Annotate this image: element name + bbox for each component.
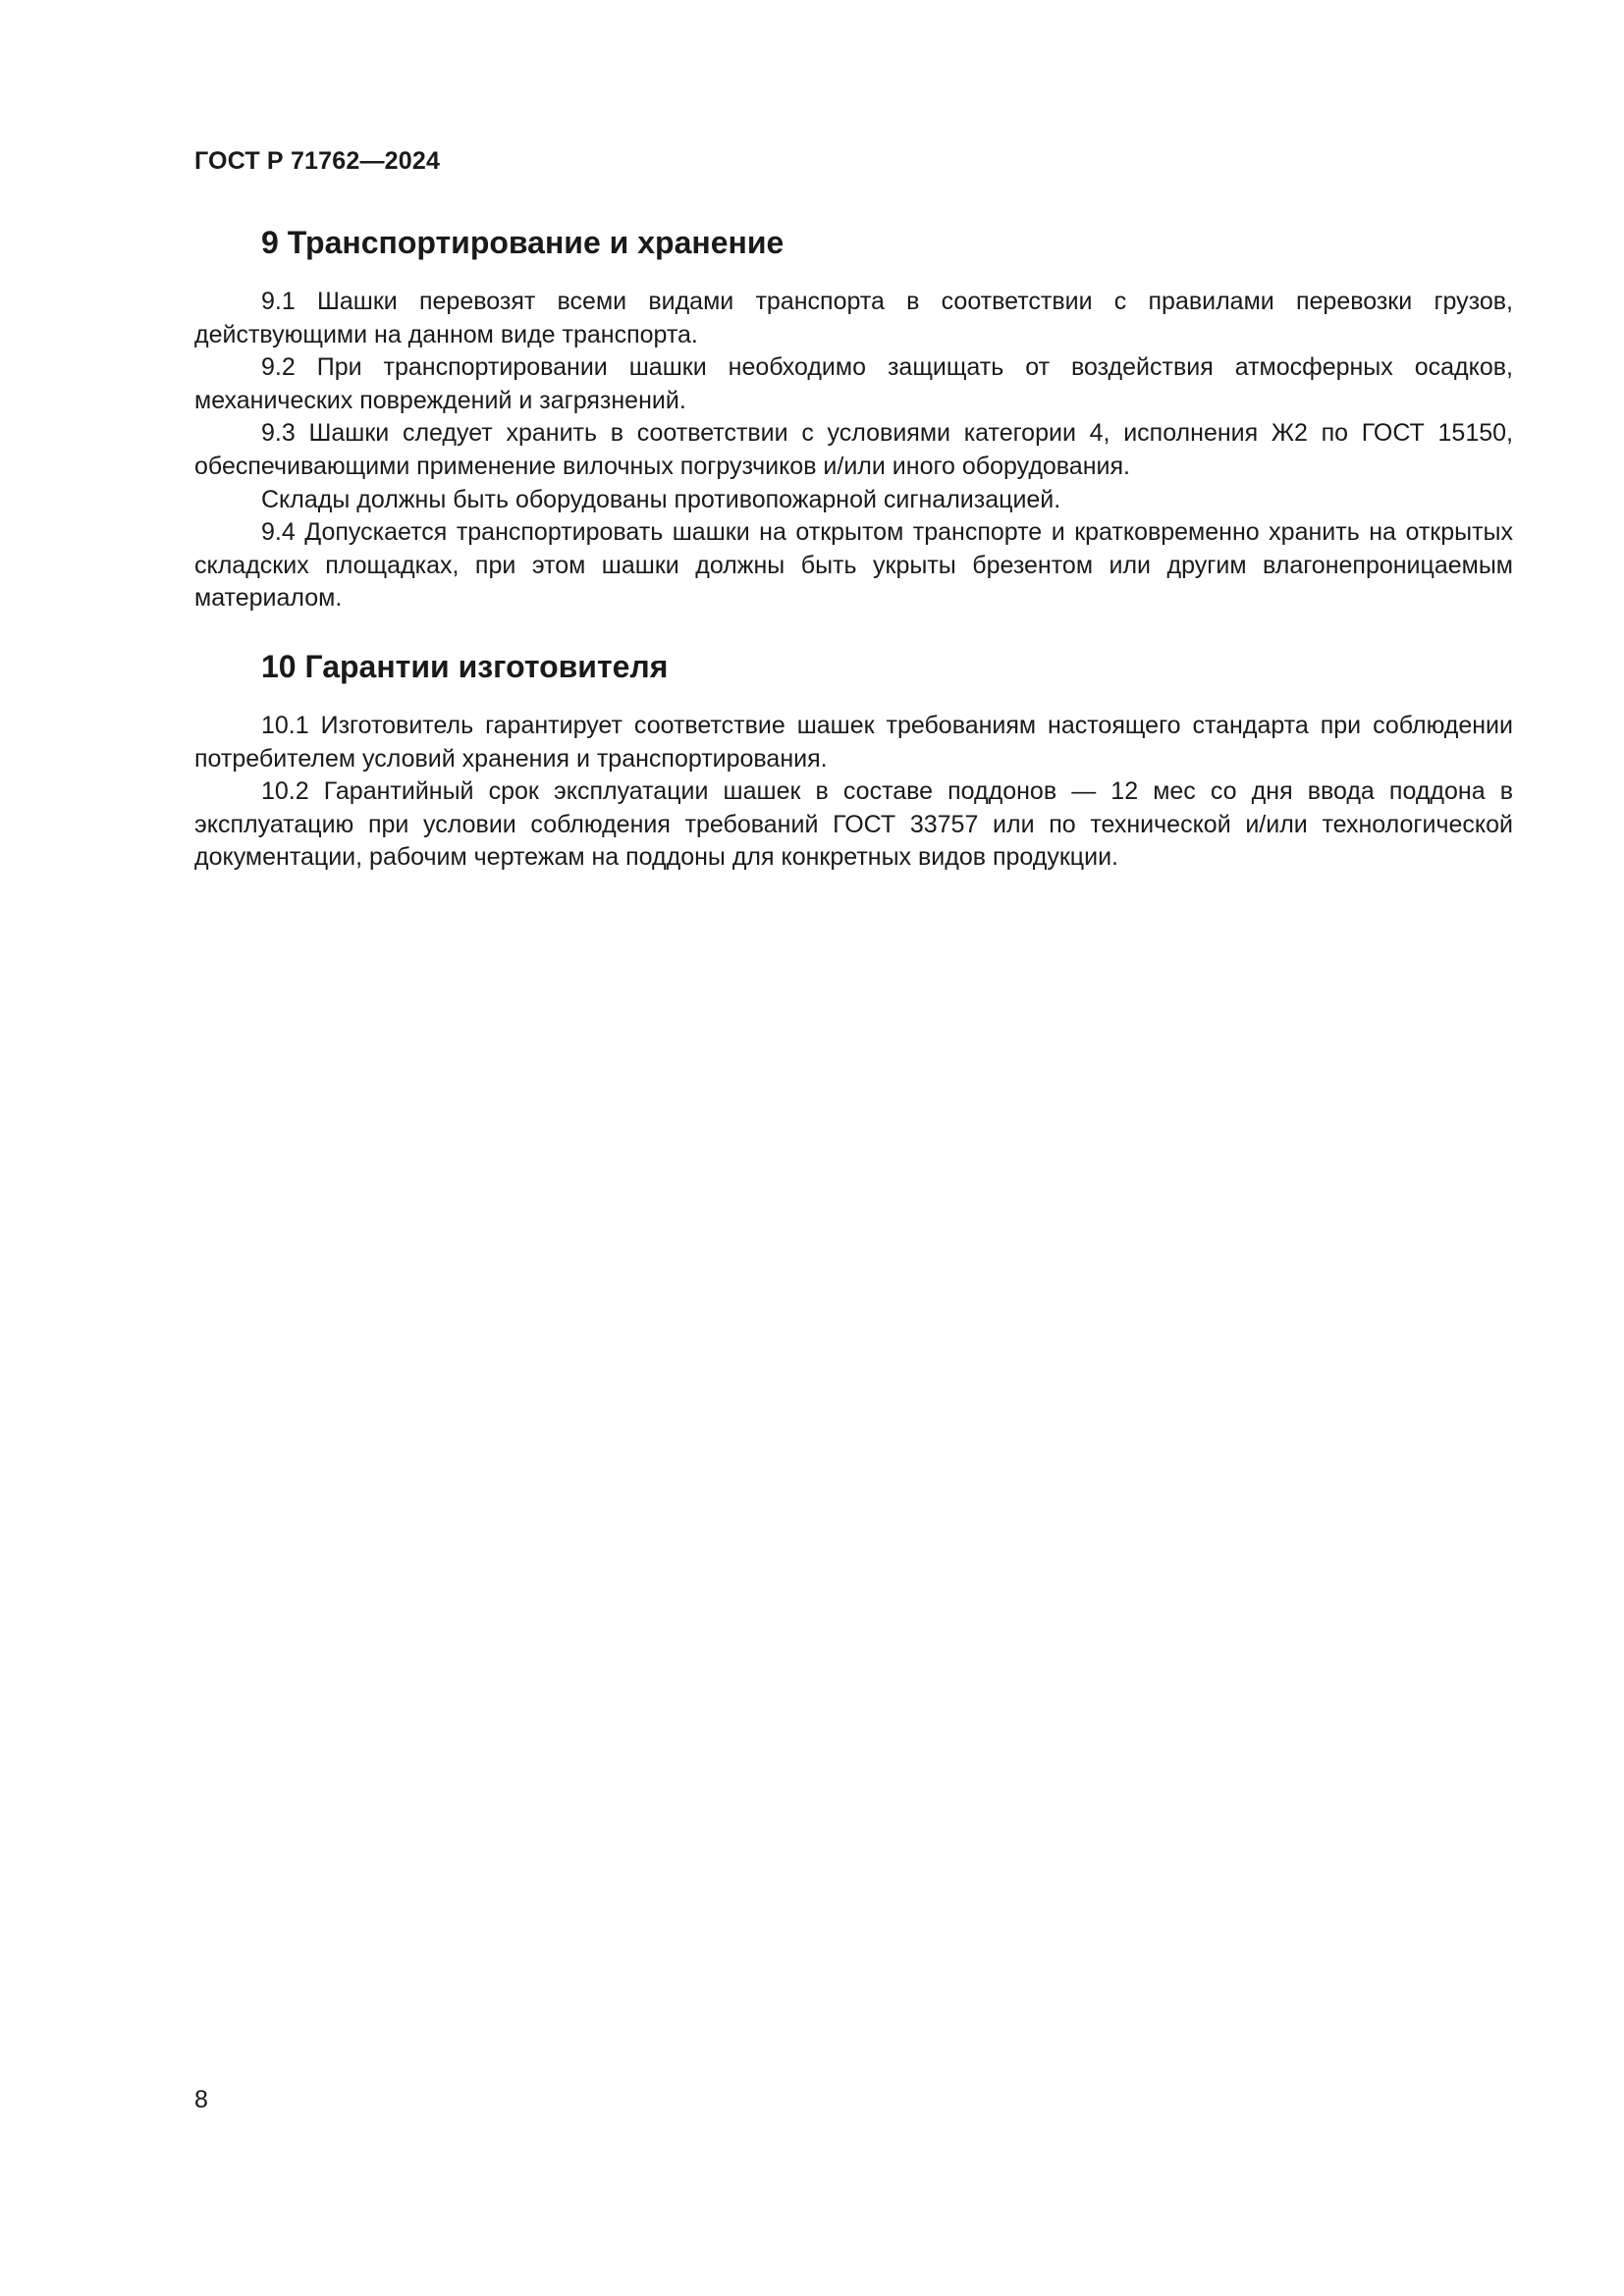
page-number: 8 <box>194 2086 208 2113</box>
paragraph-9-4: 9.4 Допускается транспортировать шашки на открытом транспорте и кратковременно хранить на открытых складских площадках, при этом шашки должны быть укрыты брезентом или другим влагонепроницаемым материалом. <box>194 518 1513 613</box>
section-spacer <box>194 615 1513 645</box>
document-code: ГОСТ Р 71762—2024 <box>194 147 441 175</box>
paragraph-10-2: 10.2 Гарантийный срок эксплуатации шашек в составе поддонов — 12 мес со дня ввода поддона в эксплуатацию при условии соблюдения требований ГОСТ 33757 или по технической и/или технологической документации, рабочим чертежам на поддоны для конкретных видов продукции. <box>194 777 1513 872</box>
section-title-transport: 9 Транспортирование и хранение <box>261 225 785 260</box>
document-body <box>194 221 1513 875</box>
paragraph-10-1: 10.1 Изготовитель гарантирует соответствие шашек требованиям настоящего стандарта при соблюдении потребителем условий хранения и транспортирования. <box>194 711 1513 773</box>
paragraph-9-1: 9.1 Шашки перевозят всеми видами транспорта в соответствии с правилами перевозки грузов, действующими на данном виде транспорта. <box>194 288 1513 348</box>
paragraph-9-3-warehouses: Склады должны быть оборудованы противопожарной сигнализацией. <box>261 485 1061 513</box>
section-title-warranty: 10 Гарантии изготовителя <box>261 648 669 684</box>
paragraph-9-3: 9.3 Шашки следует хранить в соответствии с условиями категории 4, исполнения Ж2 по ГОСТ 15150, обеспечивающими применение вилочных погрузчиков и/или иного оборудования. <box>194 419 1513 480</box>
paragraph-9-2: 9.2 При транспортировании шашки необходимо защищать от воздействия атмосферных осадков, механических повреждений и загрязнений. <box>194 353 1513 414</box>
